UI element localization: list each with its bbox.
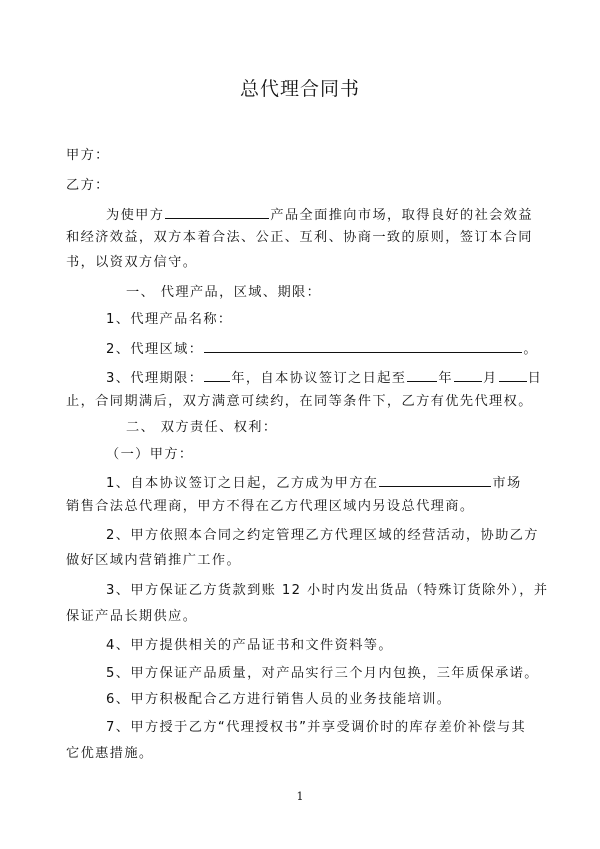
clause-7-continuation: 它优惠措施。 (66, 746, 154, 761)
clause-4 (106, 636, 536, 656)
section1-item3-cont (66, 392, 536, 412)
clause-5 (106, 664, 539, 684)
page-number: 1 (296, 790, 304, 803)
term-continuation: 止，合同期满后，双方满意可续约，在同等条件下，乙方有优先代理权。 (66, 394, 533, 409)
product-name-label: 1、代理产品名称： (106, 312, 233, 327)
region-blank[interactable] (204, 337, 522, 353)
term-month-unit: 月 (482, 371, 498, 386)
market-blank[interactable] (379, 471, 491, 487)
clause-2-cont (66, 551, 536, 571)
term-day-unit: 日 (527, 371, 543, 386)
section2-sub-a (106, 445, 536, 465)
term-years-blank[interactable] (204, 366, 230, 382)
product-name-blank[interactable] (165, 203, 269, 219)
section1-item3 (106, 366, 543, 389)
region-end: 。 (523, 342, 538, 357)
party-a-subheading: （一）甲方： (106, 447, 194, 462)
party-a-label: 甲方： (66, 148, 110, 163)
intro-text-post: 产品全面推向市场，取得良好的社会效益 (270, 208, 533, 223)
clause-7-cont (66, 744, 536, 764)
term-year-unit: 年 (438, 371, 453, 386)
intro-text-pre: 为使甲方 (106, 208, 165, 223)
section1-heading-text: 一、 代理产品，区域、期限： (126, 285, 322, 300)
clause-3-continuation: 保证产品长期供应。 (66, 609, 198, 624)
party-b-line (66, 176, 536, 196)
clause-1-pre: 1、自本协议签订之日起，乙方成为甲方在 (106, 476, 379, 491)
clause-1-continuation: 销售合法总代理商，甲方不得在乙方代理区域内另设总代理商。 (66, 499, 475, 514)
clause-2 (106, 526, 539, 546)
section1-heading (126, 283, 596, 303)
end-month-blank[interactable] (454, 366, 482, 382)
clause-2-text: 2、甲方依照本合同之约定管理乙方代理区域的经营活动，协助乙方 (106, 528, 539, 543)
end-day-blank[interactable] (499, 366, 527, 382)
clause-3-cont (66, 607, 536, 627)
clause-2-continuation: 做好区域内营销推广工作。 (66, 553, 242, 568)
intro-line-1 (106, 203, 536, 226)
section1-item1 (106, 310, 536, 330)
intro-line-2 (66, 228, 536, 248)
section1-item2 (106, 337, 536, 360)
party-b-label: 乙方： (66, 178, 110, 193)
clause-3-text: 3、甲方保证乙方货款到账 12 小时内发出货品（特殊订货除外），并 (106, 583, 549, 598)
clause-3 (106, 581, 549, 601)
intro-line-3 (66, 253, 536, 273)
intro-text-2: 和经济效益，双方本着合法、公正、互利、协商一致的原则，签订本合同 (66, 230, 533, 245)
region-label: 2、代理区域： (106, 342, 204, 357)
party-a-line (66, 146, 536, 166)
section2-heading-text: 二、 双方责任、权利： (126, 420, 278, 435)
document-title: 总代理合同书 (239, 78, 360, 100)
clause-1 (106, 471, 536, 494)
clause-7 (106, 718, 536, 738)
clause-5-text: 5、甲方保证产品质量，对产品实行三个月内包换，三年质保承诺。 (106, 666, 539, 681)
clause-1-post: 市场 (492, 476, 522, 491)
clause-4-text: 4、甲方提供相关的产品证书和文件资料等。 (106, 638, 393, 653)
intro-text-3: 书，以资双方信守。 (66, 255, 198, 270)
end-year-blank[interactable] (407, 366, 437, 382)
term-text-b: 年，自本协议签订之日起至 (231, 371, 407, 386)
term-label: 3、代理期限： (106, 371, 204, 386)
clause-7-text: 7、甲方授于乙方“代理授权书”并享受调价时的库存差价补偿与其 (106, 720, 527, 735)
section2-heading (126, 418, 596, 438)
clause-1-cont (66, 497, 536, 517)
clause-6-text: 6、甲方积极配合乙方进行销售人员的业务技能培训。 (106, 692, 452, 707)
clause-6 (106, 690, 536, 710)
